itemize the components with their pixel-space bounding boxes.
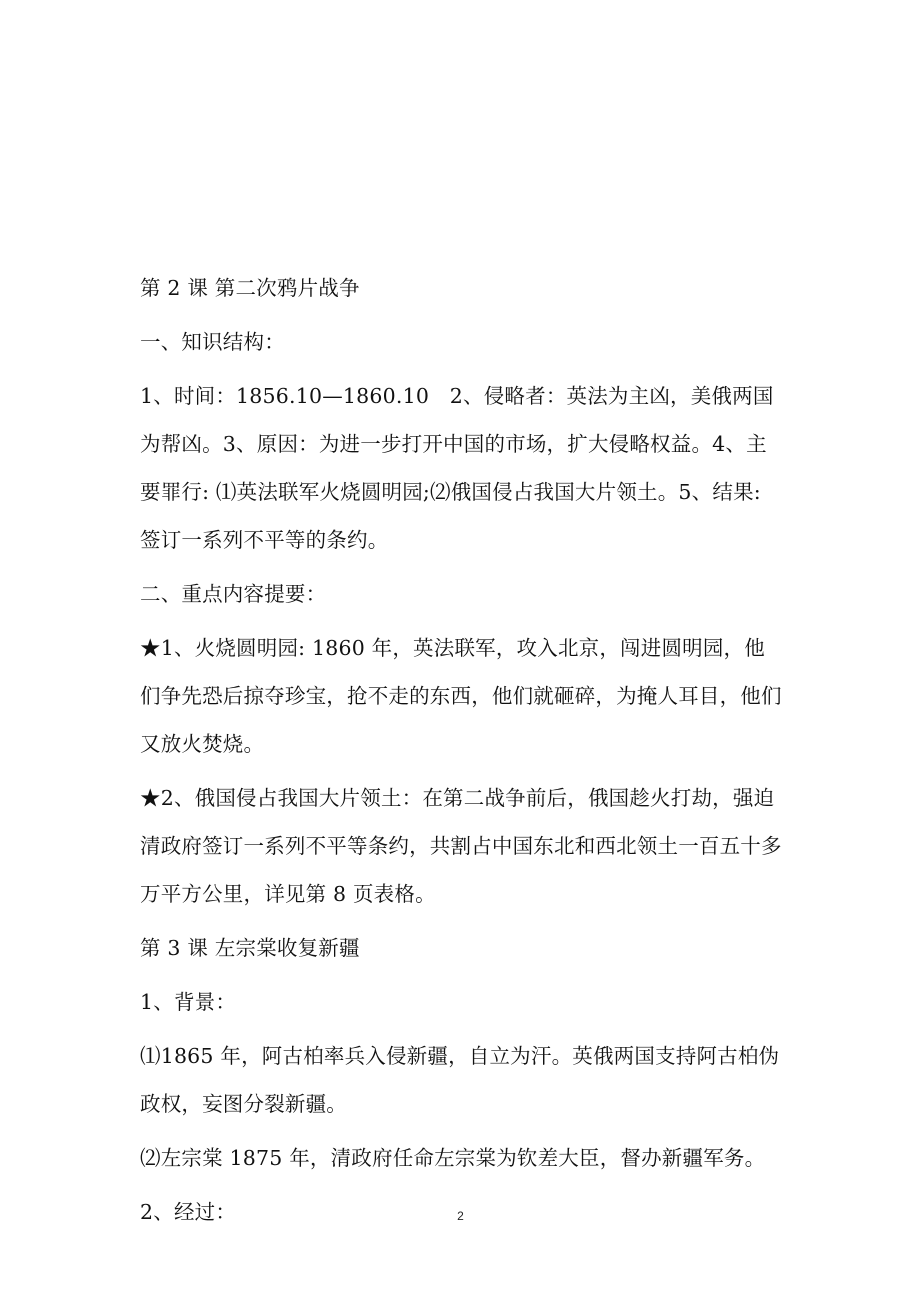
page-number: 2 [457,1209,464,1223]
key-point-russia-territory: ★2、俄国侵占我国大片领土：在第二战争前后，俄国趁火打劫，强迫清政府签订一系列不平等条约，共割占中国东北和西北领土一百五十多万平方公里，详见第 8 页表格。 [140,786,782,906]
key-point-burning-yuanmingyuan: ★1、火烧圆明园: 1860 年，英法联军，攻入北京，闯进圆明园，他们争先恐后掠夺珍宝，抢不走的东西，他们就砸碎，为掩人耳目，他们又放火焚烧。 [140,636,782,756]
lesson-2-title: 第 2 课 第二次鸦片战争 [140,276,360,300]
background-point-2: ⑵左宗棠 1875 年，清政府任命左宗棠为钦差大臣，督办新疆军务。 [140,1146,766,1170]
knowledge-structure-text: 1、时间：1856.10—1860.10 2、侵略者：英法为主凶，美俄两国为帮凶。3、原因：为进一步打开中国的市场，扩大侵略权益。4、主要罪行: ⑴英法联军火烧圆明园;⑵俄国侵占我国大片领土。5、结果: 签订一系列不平等的条约。 [140,384,774,552]
process-heading: 2、经过： [140,1200,237,1224]
lesson-3-title: 第 3 课 左宗棠收复新疆 [140,936,360,960]
document-body [140,264,785,1242]
background-point-1: ⑴1865 年，阿古柏率兵入侵新疆，自立为汗。英俄两国支持阿古柏伪政权，妄图分裂新疆。 [140,1044,780,1116]
section-key-points: 二、重点内容提要： [140,582,327,606]
section-knowledge-structure: 一、知识结构： [140,330,285,354]
background-heading: 1、背景： [140,990,237,1014]
